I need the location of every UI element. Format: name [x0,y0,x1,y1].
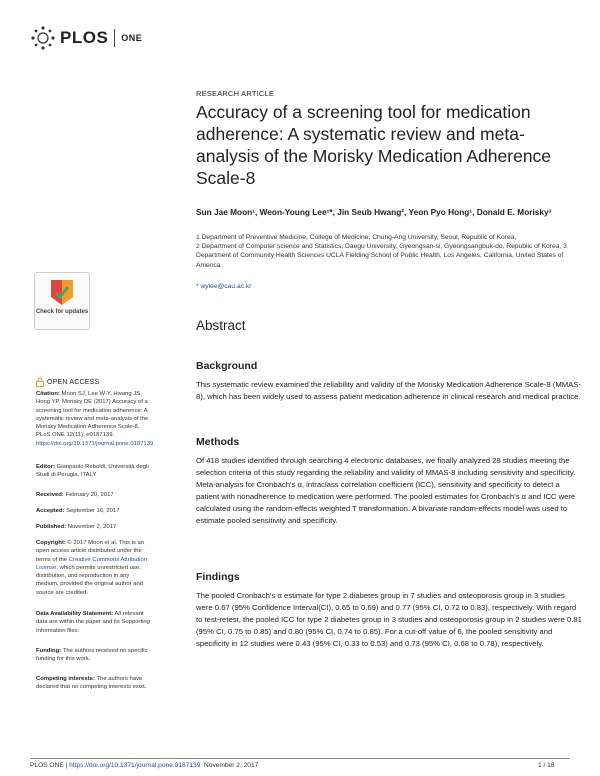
check-for-updates-badge[interactable] [34,272,90,330]
footer-journal: PLOS ONE [30,762,64,769]
badge-label: Check for updates [35,309,89,315]
author-list: Sun Jae Moon¹, Weon-Young Lee¹*, Jin Seub Hwang², Yeon Pyo Hong¹, Donald E. Morisky³ [196,207,552,217]
received-text: February 20, 2017 [65,492,114,498]
editor-label: Editor: [36,464,55,470]
section-text-background: This systematic review examined the reliability and validity of the Morisky Medication Adherence Scale-8 (MMAS-8), which has been widely used to assess patient medication adherence in clinical research and medical practice. [196,380,581,401]
data-availability-text: All relevant data are within the paper and its Supporting Information files. [36,611,150,634]
footer-doi-link[interactable]: https://doi.org/10.1371/journal.pone.0187139 [69,762,201,769]
logo-divider [114,29,115,47]
citation-text: Moon SJ, Lee W-Y, Hwang JS, Hong YP, Morisky DE (2017) Accuracy of a screening tool for medication adherence: A systematic review and meta-analysis of the Morisky Medication Adherence Scale-8. PLoS ONE 12(11): e0187139. [36,391,149,439]
editor-block [36,463,152,480]
accepted-text: September 16, 2017 [66,508,120,514]
accepted-label: Accepted: [36,508,65,514]
accepted-block [36,507,152,515]
open-access [36,377,99,387]
competing-interests-block [36,675,152,692]
page-number: 1 / 18 [538,762,555,769]
copyright-text-2: , which permits unrestricted use, distribution, and reproduction in any medium, provided the original author and source are credited. [36,564,144,596]
section-text-findings: The pooled Cronbach's α estimate for type 2 diabetes group in 7 studies and osteoporosis group in 3 studies were 0.67 (95% Confidence Interval(CI), 0.65 to 0.69) and 0.77 (95% CI, 0.72 to 0.83), respectively. With regard to test-retest, the pooled ICC for type 2 diabetes group in 3 studies and osteoporosis group in 2 studies were 0.81 (95% CI, 0.75 to 0.85) and 0.80 (95% CI, 0.74 to 0.85). For a cut-off value of 6, the pooled sensitivity and specificity in 12 studies were 0.43 (95% CI, 0.33 to 0.53) and 0.73 (95% CI, 0.68 to 0.78), respectively. [196,591,582,648]
footer-divider [30,758,570,759]
article-type: RESEARCH ARTICLE [196,89,275,98]
abstract-heading: Abstract [196,318,246,333]
open-lock-icon [36,377,44,387]
plos-logo[interactable] [30,24,142,52]
corresponding-email[interactable]: * wylee@cau.ac.kr [196,283,252,290]
section-heading-findings: Findings [196,571,240,583]
data-availability-label: Data Availability Statement: [36,611,114,617]
affiliation-line: 1 Department of Preventive Medicine, College of Medicine, Chung-Ang University, Seoul, Republic of Korea, [196,234,517,241]
competing-interests-label: Competing interests: [36,676,95,682]
section-heading-background: Background [196,360,258,372]
copyright-text: © 2017 Moon et al. This is an open access article distributed under the terms of the [36,540,145,563]
article-title: Accuracy of a screening tool for medication adherence: A systematic review and meta-analysis of the Morisky Medication Adherence Scale-8 [196,102,552,188]
funding-text: The authors received no specific funding for this work. [36,648,148,663]
affiliations [196,233,576,270]
journal-name: ONE [121,33,143,43]
plos-dots-icon [30,25,56,51]
affiliation-line: 2 Department of Computer science and Statistics, Daegu University, Gyeongsan-si, Gyeongsangbuk-do, Republic of Korea, 3 Department of Community Health Sciences UCLA Fielding School of Public Health, Los Angeles, California, United States of America [196,243,567,269]
footer-separator: | [63,762,70,769]
citation-doi-link[interactable]: https://doi.org/10.1371/journal.pone.0187139 [36,440,154,447]
citation-block [36,390,152,448]
copyright-block [36,539,152,597]
crossmark-icon [48,277,76,307]
footer-citation [30,762,258,769]
editor-text: Gianpaolo Reboldi, Università degli Studi di Perugia, ITALY [36,464,149,479]
funding-block [36,647,152,664]
plos-wordmark: PLOS [60,28,109,47]
open-access-label: OPEN ACCESS [47,378,100,386]
published-text: November 2, 2017 [67,524,117,530]
competing-interests-text: The authors have declared that no competing interests exist. [36,676,147,691]
data-availability-block [36,610,152,635]
citation-label: Citation: [36,391,60,397]
published-block [36,523,152,531]
section-text-methods: Of 418 studies identified through searching 4 electronic databases, we finally analyzed 28 studies meeting the selection criteria of this study regarding the reliability and validity of MMAS-8 including sensitivity and specificity. Meta-analysis for Cronbach's α, intraclass correlation coefficient (ICC), sensitivity and specificity to detect a patient with nonadherence to medication were performed. The pooled estimates for Cronbach's α and ICC were calculated using the random-effects weighted T transformation. A bivariate random-effects model was used to estimate pooled sensitivity and specificity. [196,456,576,525]
funding-label: Funding: [36,648,62,654]
footer-date: November 2, 2017 [204,762,259,769]
section-heading-methods: Methods [196,436,240,448]
received-block [36,491,152,499]
published-label: Published: [36,524,67,530]
cc-license-link[interactable]: Creative Commons Attribution License [36,556,147,571]
copyright-label: Copyright: [36,540,66,546]
received-label: Received: [36,492,64,498]
